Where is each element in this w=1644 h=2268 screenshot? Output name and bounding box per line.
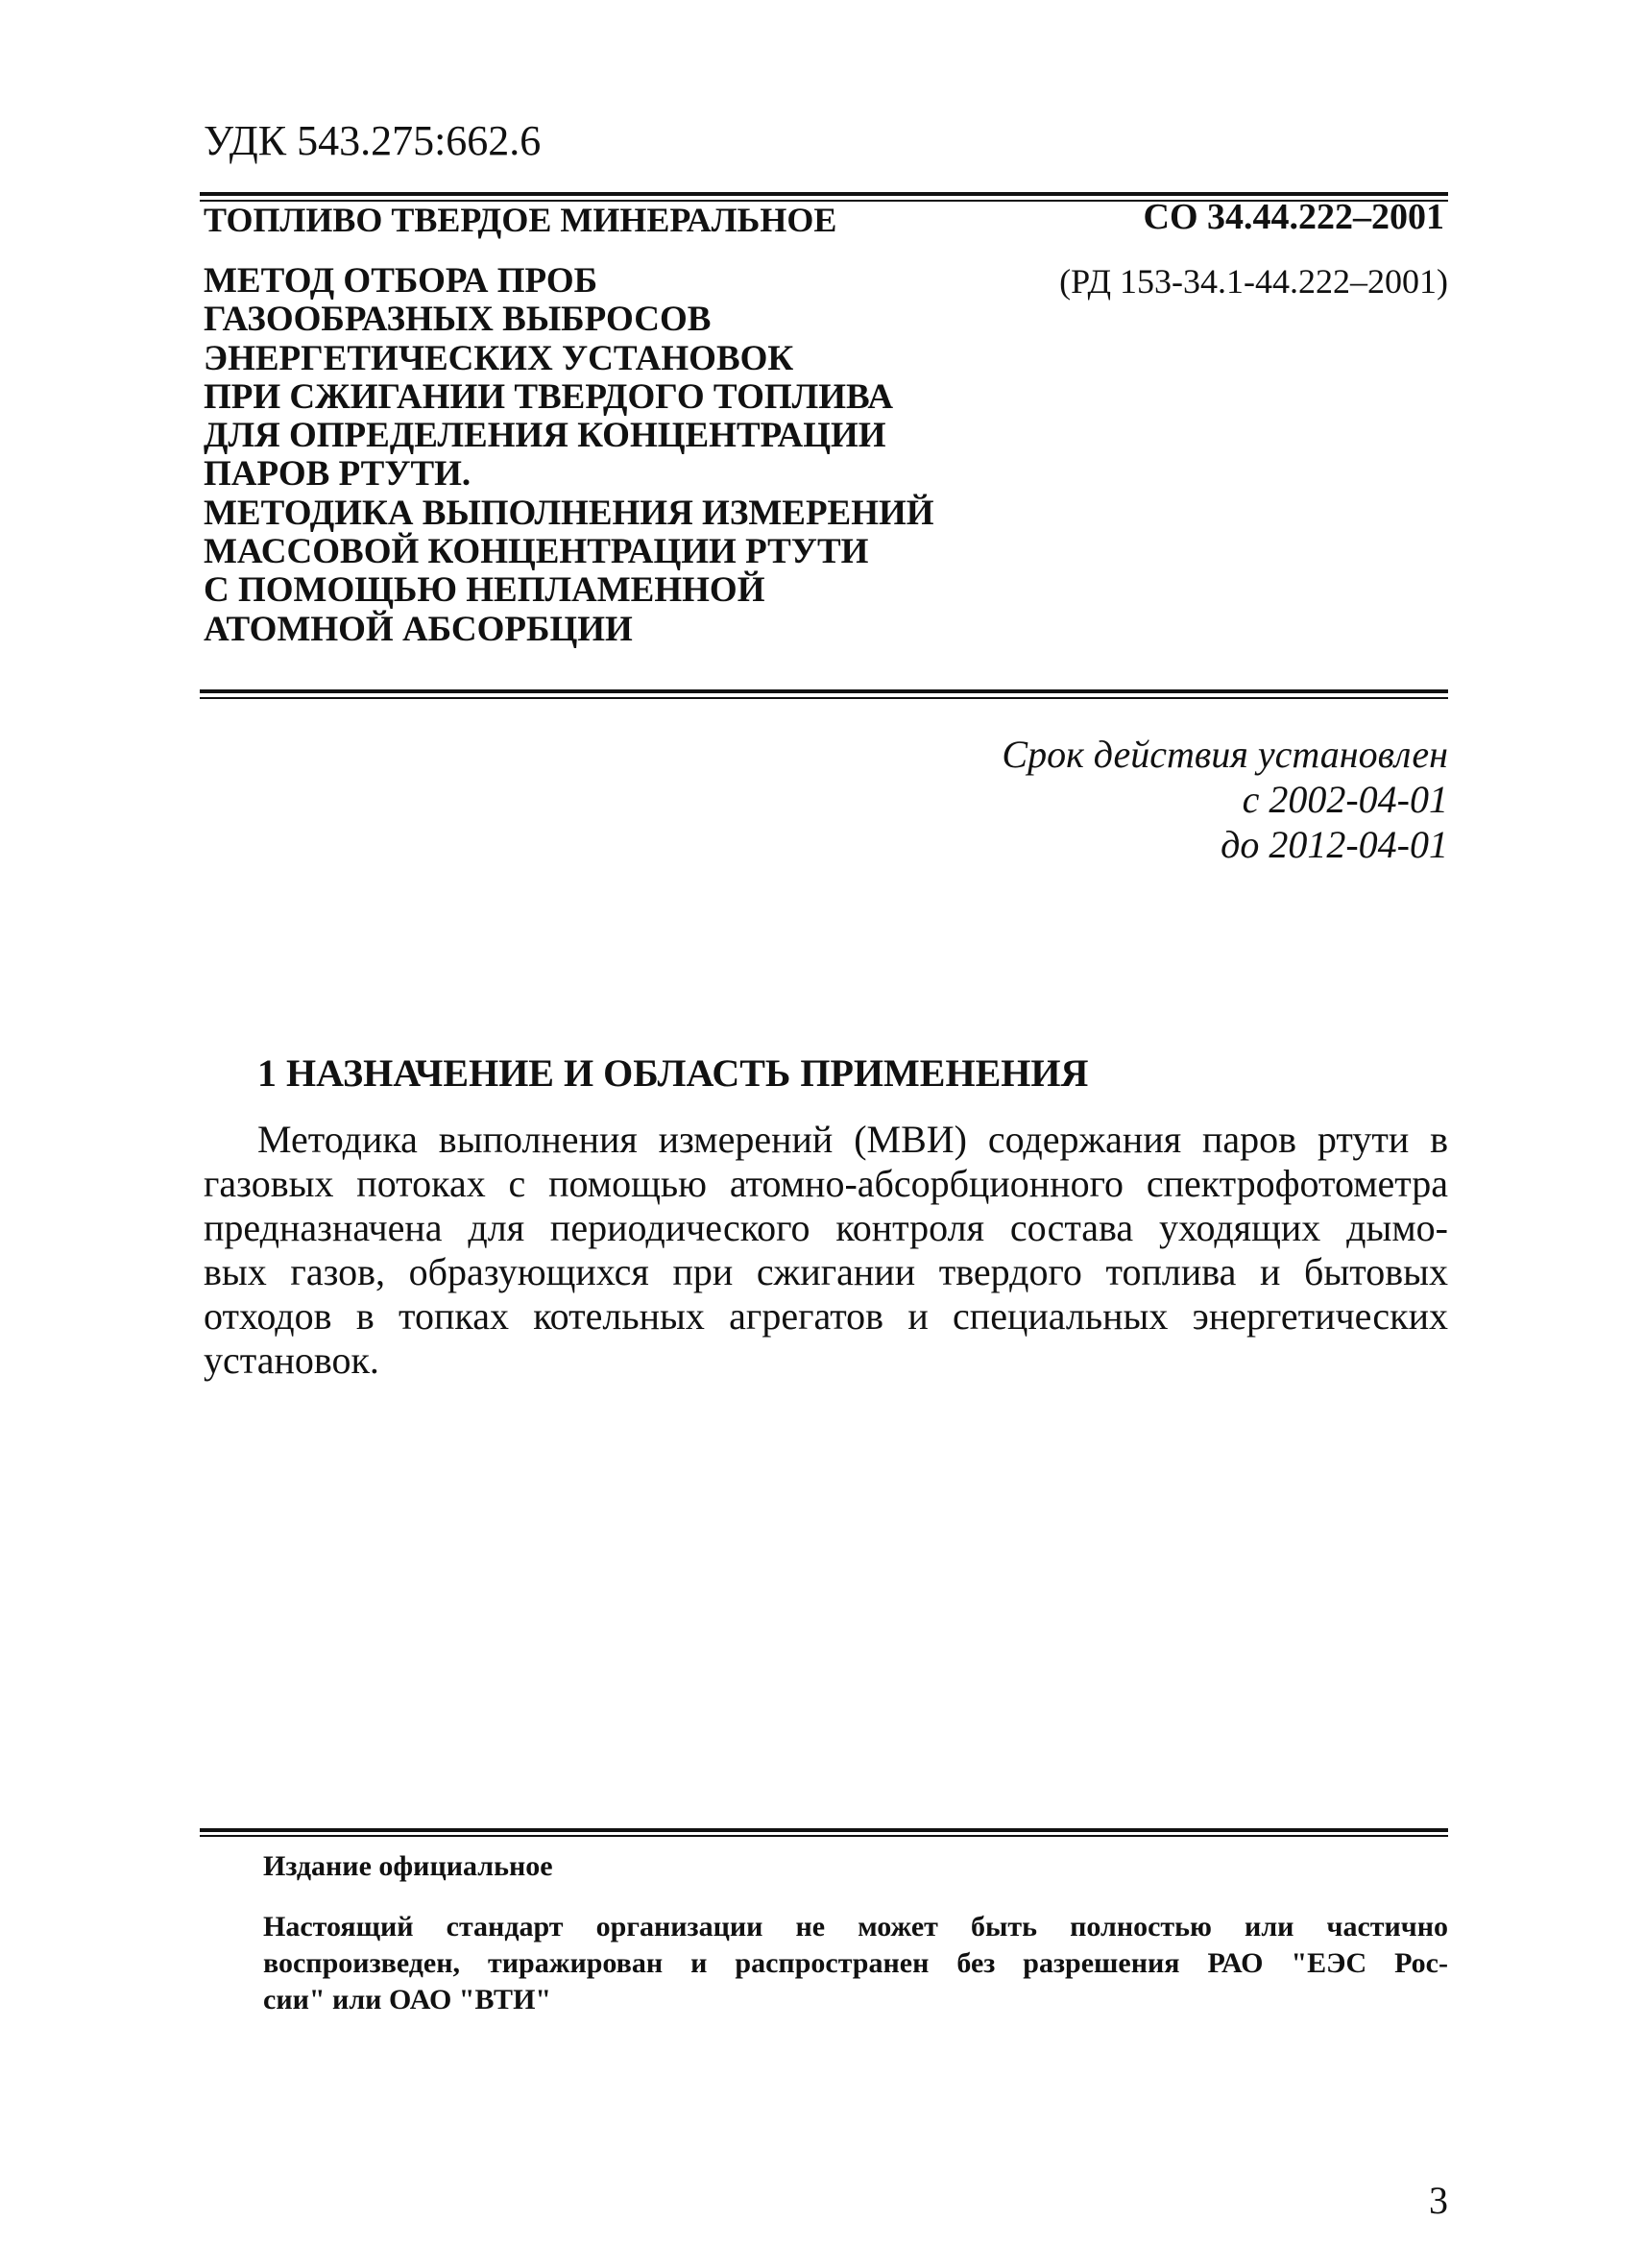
title-line: ПАРОВ РТУТИ. xyxy=(204,454,471,495)
title-line: МЕТОД ОТБОРА ПРОБ xyxy=(204,261,598,301)
document-code: СО 34.44.222–2001 xyxy=(1143,197,1444,237)
paragraph-line: вых газов, образующихся при сжигании твердого топлива и бытовых xyxy=(204,1250,1448,1293)
notice-line: воспроизведен, тиражирован и распространен без разрешения РАО "ЕЭС Рос- xyxy=(263,1947,1448,1979)
title-line: АТОМНОЙ АБСОРБЦИИ xyxy=(204,609,633,649)
title-line: ГАЗООБРАЗНЫХ ВЫБРОСОВ xyxy=(204,300,712,340)
title-line: ПРИ СЖИГАНИИ ТВЕРДОГО ТОПЛИВА xyxy=(204,376,894,417)
validity-label: Срок действия установлен xyxy=(1002,733,1448,776)
title-line: ДЛЯ ОПРЕДЕЛЕНИЯ КОНЦЕНТРАЦИИ xyxy=(204,416,886,456)
footer-rule-thin xyxy=(200,1835,1448,1837)
paragraph-line: установок. xyxy=(204,1339,379,1382)
validity-to: до 2012-04-01 xyxy=(1221,823,1448,866)
title-line: МЕТОДИКА ВЫПОЛНЕНИЯ ИЗМЕРЕНИЙ xyxy=(204,493,934,533)
page-number: 3 xyxy=(1429,2179,1448,2222)
notice-line: сии" или ОАО "ВТИ" xyxy=(263,1984,552,2015)
paragraph-line: предназначена для периодического контроля состава уходящих дымо- xyxy=(204,1206,1448,1249)
document-alt-code: (РД 153-34.1-44.222–2001) xyxy=(1059,262,1448,301)
title-line: С ПОМОЩЬЮ НЕПЛАМЕННОЙ xyxy=(204,570,765,611)
title-line: ЭНЕРГЕТИЧЕСКИХ УСТАНОВОК xyxy=(204,338,794,378)
title-line: МАССОВОЙ КОНЦЕНТРАЦИИ РТУТИ xyxy=(204,532,869,572)
copyright-notice xyxy=(263,1909,1448,2018)
title-rule xyxy=(200,689,1448,693)
udk-code: УДК 543.275:662.6 xyxy=(204,117,542,164)
section-paragraph xyxy=(204,1118,1448,1383)
document-category: ТОПЛИВО ТВЕРДОЕ МИНЕРАЛЬНОЕ xyxy=(204,201,837,239)
edition-label: Издание официальное xyxy=(263,1850,553,1882)
paragraph-line: Методика выполнения измерений (МВИ) содержания паров ртути в xyxy=(257,1118,1448,1161)
notice-line: Настоящий стандарт организации не может быть полностью или частично xyxy=(263,1911,1448,1942)
document-title xyxy=(204,262,934,649)
footer-rule xyxy=(200,1828,1448,1832)
validity-from: с 2002-04-01 xyxy=(1242,778,1448,821)
title-rule-thin xyxy=(200,697,1448,699)
paragraph-line: отходов в топках котельных агрегатов и специальных энергетических xyxy=(204,1294,1448,1338)
section-heading: 1 НАЗНАЧЕНИЕ И ОБЛАСТЬ ПРИМЕНЕНИЯ xyxy=(257,1051,1089,1095)
validity-period xyxy=(1002,732,1448,867)
paragraph-line: газовых потоках с помощью атомно-абсорбционного спектрофотометра xyxy=(204,1162,1448,1205)
